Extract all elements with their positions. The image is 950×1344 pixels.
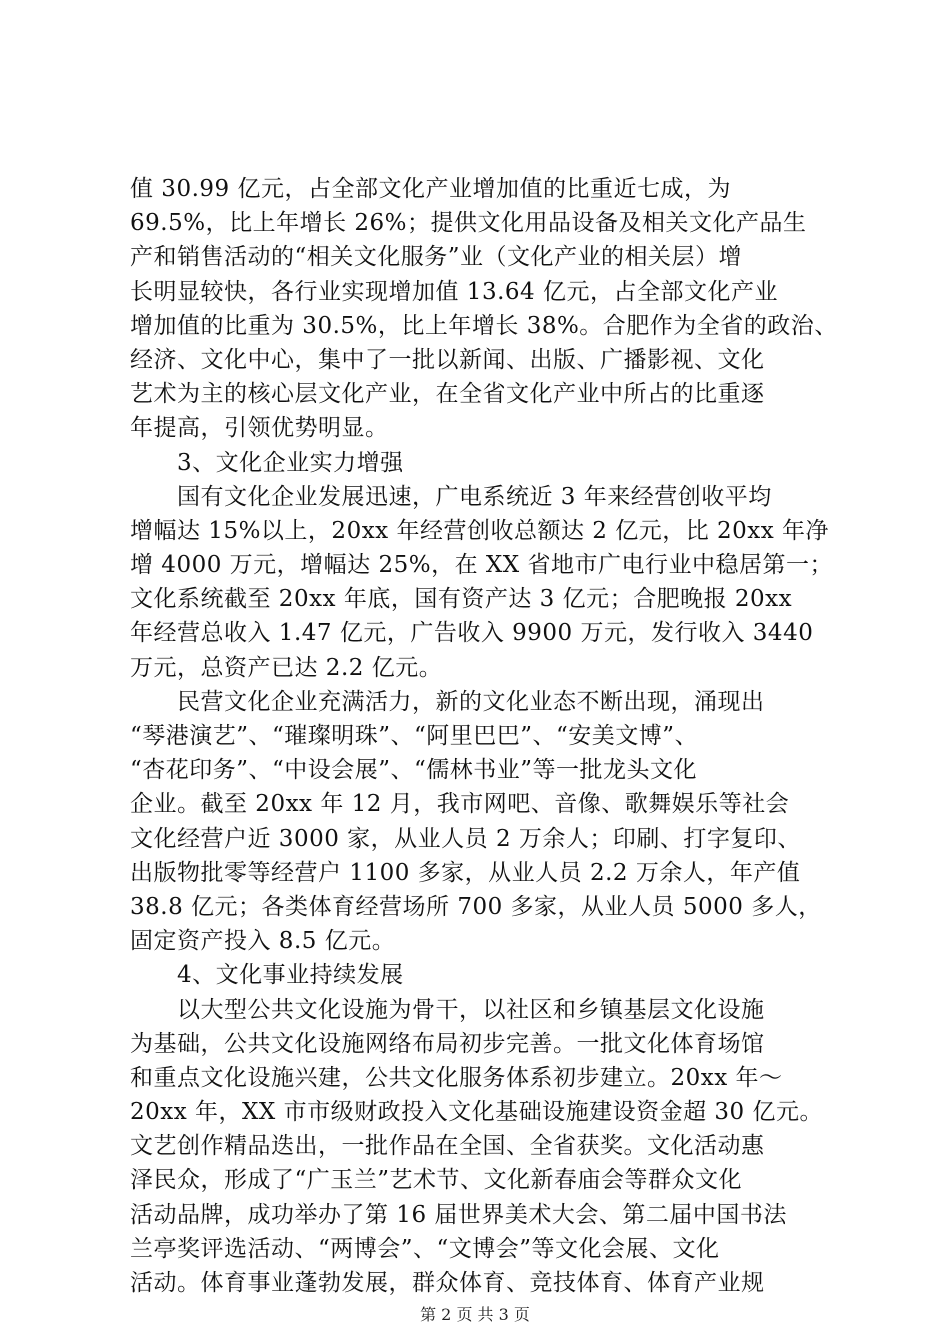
- page-footer: 第 2 页 共 3 页: [420, 1305, 530, 1324]
- text-line: “琴港演艺”、“璀璨明珠”、“阿里巴巴”、“安美文博”、: [130, 723, 699, 749]
- text-line: 兰亭奖评选活动、“两博会”、“文博会”等文化会展、文化: [130, 1235, 720, 1262]
- text-line: 固定资产投入 8.5 亿元。: [130, 928, 396, 955]
- text-line: 泽民众，形成了“广玉兰”艺术节、文化新春庙会等群众文化: [130, 1167, 743, 1194]
- text-line: 和重点文化设施兴建，公共文化服务体系初步建立。20xx 年～: [130, 1064, 783, 1091]
- text-line: 值 30.99 亿元，占全部文化产业增加值的比重近七成，为: [130, 176, 731, 202]
- text-line: 长明显较快，各行业实现增加值 13.64 亿元，占全部文化产业: [130, 278, 778, 305]
- text-line: 文艺创作精品迭出，一批作品在全国、全省获奖。文化活动惠: [130, 1133, 765, 1160]
- text-line: 年经营总收入 1.47 亿元，广告收入 9900 万元，发行收入 3440: [130, 620, 814, 647]
- text-line: 20xx 年，XX 市市级财政投入文化基础设施建设资金超 30 亿元。: [130, 1099, 823, 1126]
- text-line: 活动。体育事业蓬勃发展，群众体育、竞技体育、体育产业规: [130, 1270, 765, 1296]
- text-line: 增 4000 万元，增幅达 25%，在 XX 省地市广电行业中稳居第一；: [130, 552, 833, 579]
- text-line: 38.8 亿元；各类体育经营场所 700 多家，从业人员 5000 多人，: [130, 893, 822, 920]
- text-line: 民营文化企业充满活力，新的文化业态不断出现，涌现出: [130, 688, 765, 715]
- text-line: 文化系统截至 20xx 年底，国有资产达 3 亿元；合肥晚报 20xx: [130, 586, 793, 613]
- text-line: 企业。截至 20xx 年 12 月，我市网吧、音像、歌舞娱乐等社会: [130, 791, 790, 818]
- text-line: 年提高，引领优势明显。: [130, 415, 389, 442]
- text-line: 增加值的比重为 30.5%，比上年增长 38%。合肥作为全省的政治、: [130, 312, 838, 339]
- text-line: “杏花印务”、“中设会展”、“儒林书业”等一批龙头文化: [130, 757, 698, 784]
- text-line: 产和销售活动的“相关文化服务”业（文化产业的相关层）增: [130, 244, 743, 271]
- text-line: 为基础，公共文化设施网络布局初步完善。一批文化体育场馆: [130, 1030, 765, 1057]
- text-line: 活动品牌，成功举办了第 16 届世界美术大会、第二届中国书法: [130, 1201, 787, 1228]
- text-line: 出版物批零等经营户 1100 多家，从业人员 2.2 万余人，年产值: [130, 859, 801, 886]
- text-line: 国有文化企业发展迅速，广电系统近 3 年来经营创收平均: [130, 483, 772, 510]
- text-line: 艺术为主的核心层文化产业，在全省文化产业中所占的比重逐: [130, 381, 765, 408]
- section-heading: 3、文化企业实力增强: [130, 449, 404, 476]
- text-line: 文化经营户近 3000 家，从业人员 2 万余人；印刷、打字复印、: [130, 825, 801, 852]
- text-line: 经济、文化中心，集中了一批以新闻、出版、广播影视、文化: [130, 346, 765, 373]
- text-line: 万元，总资产已达 2.2 亿元。: [130, 654, 443, 681]
- body-text: [130, 172, 838, 1300]
- text-line: 增幅达 15%以上，20xx 年经营创收总额达 2 亿元，比 20xx 年净: [130, 517, 830, 544]
- section-heading: 4、文化事业持续发展: [130, 962, 404, 989]
- text-line: 69.5%，比上年增长 26%；提供文化用品设备及相关文化产品生: [130, 210, 807, 237]
- text-line: 以大型公共文化设施为骨干，以社区和乡镇基层文化设施: [130, 996, 765, 1023]
